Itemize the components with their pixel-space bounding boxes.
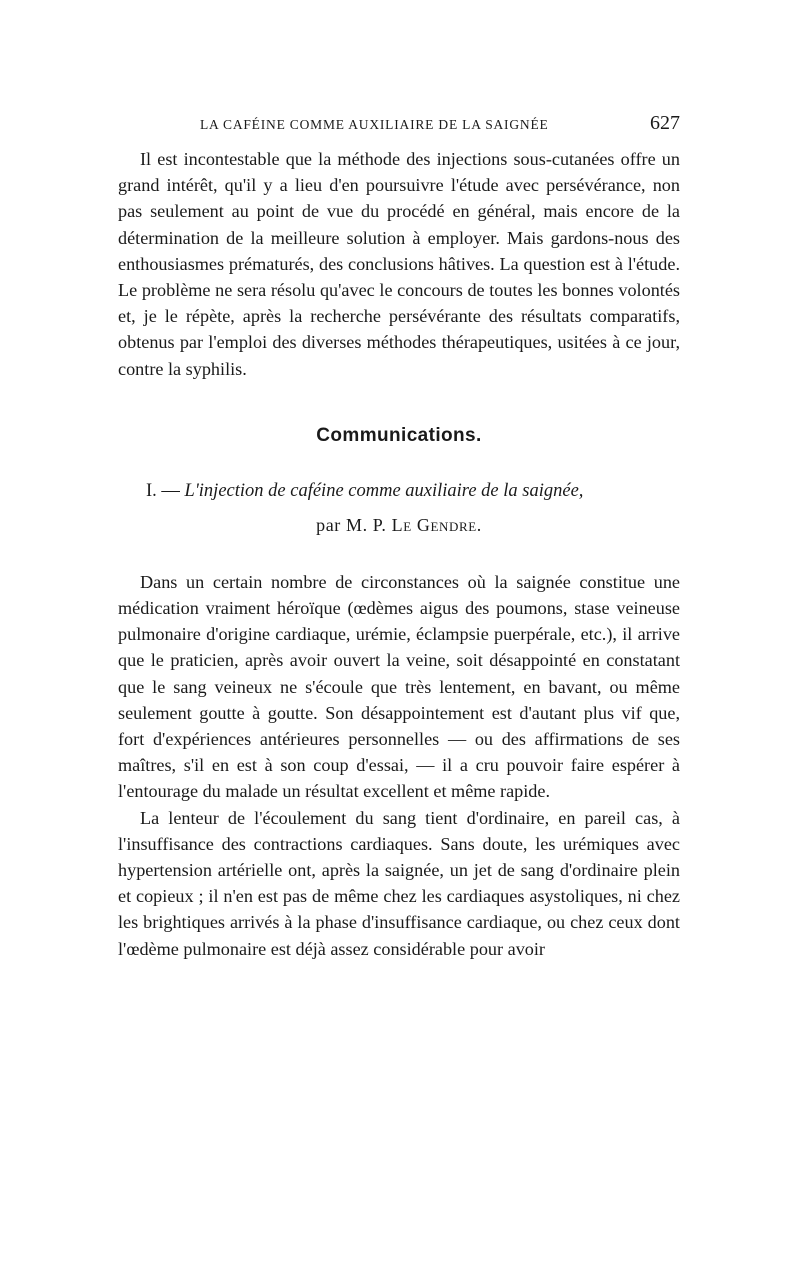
byline-prefix: par [316, 514, 346, 535]
book-page [118, 112, 680, 962]
byline [118, 515, 680, 545]
section-heading: Communications. [316, 424, 482, 446]
author-name: M. P. Le Gendre. [346, 514, 482, 535]
body-paragraph: Dans un certain nombre de circonstances où la saignée constitue une médication vraiment héroïque (œdèmes aigus des poumons, stase veineuse pulmonaire d'origine cardiaque, urémie, éclampsie puerpérale, etc.), il arrive que le praticien, après avoir ouvert la veine, soit désappointé en constatant que le sang veineux ne s'écoule que très lentement, en bavant, ou même seulement goutte à goutte. Son désappointement est d'autant plus vif que, fort d'expériences antérieures personnelles — ou des affirmations de ses maîtres, s'il en est à son coup d'essai, — il a cru pouvoir faire espérer à l'entourage du malade un résultat excellent et même rapide. [118, 571, 680, 802]
body-paragraph: La lenteur de l'écoulement du sang tient d'ordinaire, en pareil cas, à l'insuffisance des contractions cardiaques. Sans doute, les urémiques avec hypertension artérielle ont, après la saignée, un jet de sang d'ordinaire plein et copieux ; il n'en est pas de même chez les cardiaques asystoliques, ni chez les brightiques arrivés à la phase d'insuffisance cardiaque, ou chez ceux dont l'œdème pulmonaire est déjà assez considérable pour avoir [118, 807, 680, 959]
running-head [118, 112, 680, 142]
page-number: 627 [650, 112, 680, 134]
article-title [118, 481, 680, 511]
article-title-text: L'injection de caféine comme auxiliaire de la saignée, [184, 480, 584, 501]
article-number: I. — [146, 480, 185, 501]
running-title: LA CAFÉINE COMME AUXILIAIRE DE LA SAIGNÉE [200, 117, 549, 132]
intro-paragraph: Il est incontestable que la méthode des injections sous-cutanées offre un grand intérêt, qu'il y a lieu d'en poursuivre l'étude avec persévérance, non pas seulement au point de vue du procédé en général, mais encore de la détermination de la meilleure solution à employer. Mais gardons-nous des enthousiasmes prématurés, des conclusions hâtives. La question est à l'étude. Le problème ne sera résolu qu'avec le concours de toutes les bonnes volontés et, je le répète, après la recherche persévérante des résultats comparatifs, obtenus par l'emploi des diverses méthodes thérapeutiques, usitées à ce jour, contre la syphilis. [118, 149, 680, 379]
